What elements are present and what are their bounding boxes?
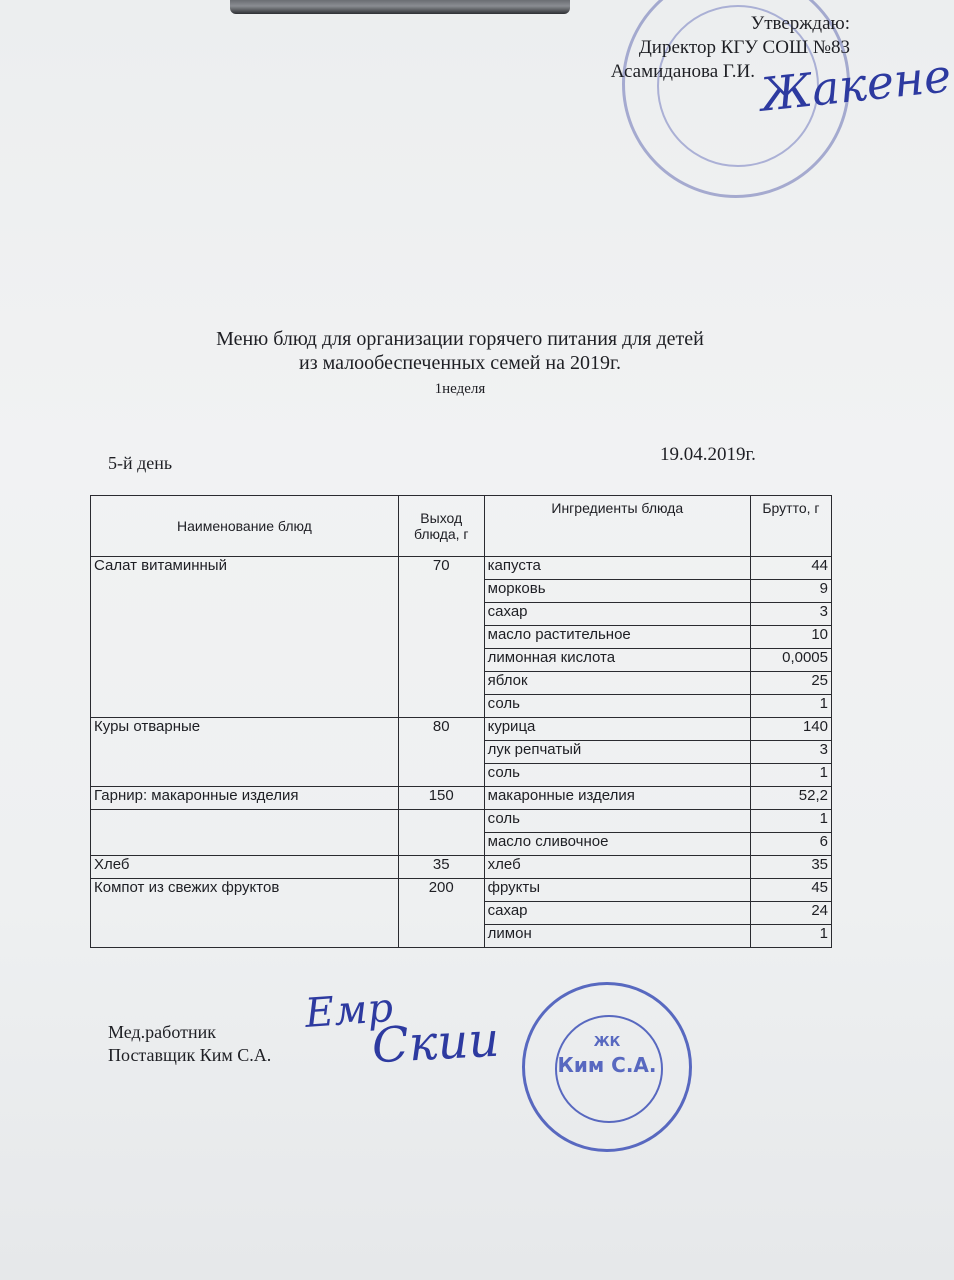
stamp-text-top: ЖК xyxy=(593,1035,621,1050)
dish-name: Гарнир: макаронные изделия xyxy=(91,787,399,810)
day-label: 5-й день xyxy=(108,453,173,473)
ingredient-name: лимон xyxy=(484,925,750,948)
approval-position: Директор КГУ СОШ №83 xyxy=(638,37,850,58)
ingredient-name: соль xyxy=(484,764,750,787)
approval-block xyxy=(560,12,850,84)
dish-output: 150 xyxy=(398,787,484,810)
ingredient-brutto: 44 xyxy=(750,557,831,580)
ingredient-name: сахар xyxy=(484,603,750,626)
ingredient-brutto: 9 xyxy=(750,580,831,603)
supplier-label: Поставщик Ким С.А. xyxy=(108,1045,272,1065)
ingredient-brutto: 1 xyxy=(750,764,831,787)
table-row xyxy=(91,879,832,902)
ingredient-brutto: 24 xyxy=(750,902,831,925)
dish-name: Куры отварные xyxy=(91,718,399,787)
ingredient-name: морковь xyxy=(484,580,750,603)
ingredient-brutto: 25 xyxy=(750,672,831,695)
ingredient-name: макаронные изделия xyxy=(484,787,750,810)
table-row xyxy=(91,787,832,810)
ingredient-name: соль xyxy=(484,810,750,833)
ingredient-name: масло растительное xyxy=(484,626,750,649)
ingredient-brutto: 3 xyxy=(750,741,831,764)
menu-date: 19.04.2019г. xyxy=(660,444,756,465)
ingredient-brutto: 3 xyxy=(750,603,831,626)
ingredient-name: лук репчатый xyxy=(484,741,750,764)
ingredient-brutto: 10 xyxy=(750,626,831,649)
table-row xyxy=(91,557,832,580)
ingredient-brutto: 45 xyxy=(750,879,831,902)
table-row xyxy=(91,718,832,741)
ingredient-brutto: 1 xyxy=(750,695,831,718)
header-brutto: Брутто, г xyxy=(750,496,831,557)
medic-label: Мед.работник xyxy=(108,1022,216,1042)
approval-title: Утверждаю: xyxy=(750,13,850,34)
menu-table xyxy=(90,495,832,948)
binder-clip xyxy=(230,0,570,14)
supplier-stamp xyxy=(522,982,692,1152)
ingredient-name: сахар xyxy=(484,902,750,925)
ingredient-name: яблок xyxy=(484,672,750,695)
dish-output xyxy=(398,810,484,856)
ingredient-brutto: 1 xyxy=(750,925,831,948)
dish-output: 35 xyxy=(398,856,484,879)
menu-title-line1: Меню блюд для организации горячего питания для детей xyxy=(216,328,704,350)
header-dish-name: Наименование блюд xyxy=(91,496,399,557)
table-row xyxy=(91,810,832,833)
ingredient-name: соль xyxy=(484,695,750,718)
header-output: Выход блюда, г xyxy=(398,496,484,557)
dish-name xyxy=(91,810,399,856)
supplier-signature: Скии xyxy=(370,1011,501,1075)
dish-name: Салат витаминный xyxy=(91,557,399,718)
dish-output: 80 xyxy=(398,718,484,787)
table-row xyxy=(91,856,832,879)
ingredient-name: капуста xyxy=(484,557,750,580)
medic-signature: Емр xyxy=(303,984,395,1038)
ingredient-brutto: 35 xyxy=(750,856,831,879)
ingredient-name: лимонная кислота xyxy=(484,649,750,672)
ingredient-brutto: 140 xyxy=(750,718,831,741)
ingredient-brutto: 6 xyxy=(750,833,831,856)
ingredient-name: фрукты xyxy=(484,879,750,902)
approval-name: Асамиданова Г.И. xyxy=(610,61,755,82)
ingredient-name: хлеб xyxy=(484,856,750,879)
ingredient-brutto: 1 xyxy=(750,810,831,833)
ingredient-brutto: 0,0005 xyxy=(750,649,831,672)
dish-output: 200 xyxy=(398,879,484,948)
ingredient-name: курица xyxy=(484,718,750,741)
ingredient-name: масло сливочное xyxy=(484,833,750,856)
stamp-text-name: Ким С.А. xyxy=(557,1053,657,1077)
dish-name: Хлеб xyxy=(91,856,399,879)
dish-name: Компот из свежих фруктов xyxy=(91,879,399,948)
ingredient-brutto: 52,2 xyxy=(750,787,831,810)
menu-week: 1неделя xyxy=(434,381,486,397)
menu-title-line2: из малообеспеченных семей на 2019г. xyxy=(299,352,621,374)
table-header-row xyxy=(91,496,832,557)
dish-output: 70 xyxy=(398,557,484,718)
header-ingredients: Ингредиенты блюда xyxy=(484,496,750,557)
director-signature: Жакене xyxy=(757,48,954,122)
